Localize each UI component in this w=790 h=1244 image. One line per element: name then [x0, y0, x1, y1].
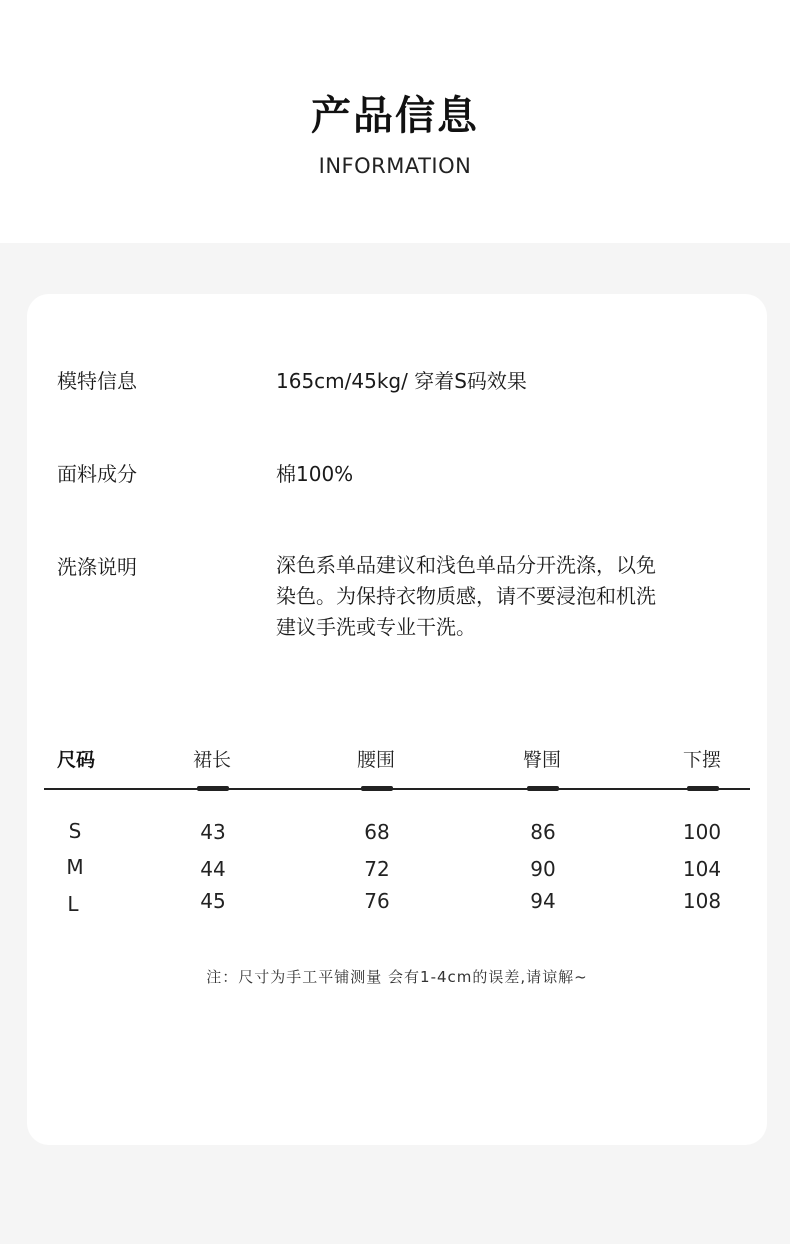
table-cell: 94: [530, 889, 556, 913]
table-cell: S: [68, 819, 82, 843]
table-cell: 86: [530, 820, 556, 844]
page-title: 产品信息: [311, 93, 479, 139]
table-cell: M: [66, 855, 84, 879]
column-marker: [197, 786, 229, 791]
washing-line: 染色。为保持衣物质感，请不要浸泡和机洗: [276, 584, 656, 608]
fabric-label: 面料成分: [57, 462, 137, 486]
column-marker: [527, 786, 559, 791]
measurement-note: 注：尺寸为手工平铺测量 会有1-4cm的误差,请谅解~: [206, 968, 588, 986]
length-column-header: 裙长: [193, 749, 232, 771]
fabric-value: 棉100%: [276, 462, 354, 486]
waist-column-header: 腰围: [357, 749, 396, 771]
washing-line: 深色系单品建议和浅色单品分开洗涤，以免: [276, 553, 656, 577]
model-info-label: 模特信息: [57, 369, 137, 393]
hip-column-header: 臀围: [523, 749, 562, 771]
table-cell: L: [67, 892, 79, 916]
washing-instructions: [276, 550, 716, 643]
column-marker: [687, 786, 719, 791]
table-cell: 76: [364, 889, 390, 913]
washing-line: 建议手洗或专业干洗。: [276, 615, 476, 639]
table-cell: 43: [200, 820, 226, 844]
table-cell: 44: [200, 857, 226, 881]
table-divider: [44, 788, 750, 790]
header: [0, 0, 790, 243]
hem-column-header: 下摆: [683, 749, 722, 771]
table-cell: 108: [682, 889, 722, 913]
washing-label: 洗涤说明: [57, 555, 137, 579]
model-info-value: 165cm/45kg/ 穿着S码效果: [276, 369, 527, 393]
size-column-header: 尺码: [57, 749, 96, 771]
column-marker: [361, 786, 393, 791]
table-cell: 72: [364, 857, 390, 881]
table-cell: 68: [364, 820, 390, 844]
table-cell: 104: [682, 857, 722, 881]
page-subtitle: INFORMATION: [318, 154, 472, 178]
info-card: [27, 294, 767, 1145]
table-cell: 100: [682, 820, 722, 844]
table-cell: 90: [530, 857, 556, 881]
table-cell: 45: [200, 889, 226, 913]
